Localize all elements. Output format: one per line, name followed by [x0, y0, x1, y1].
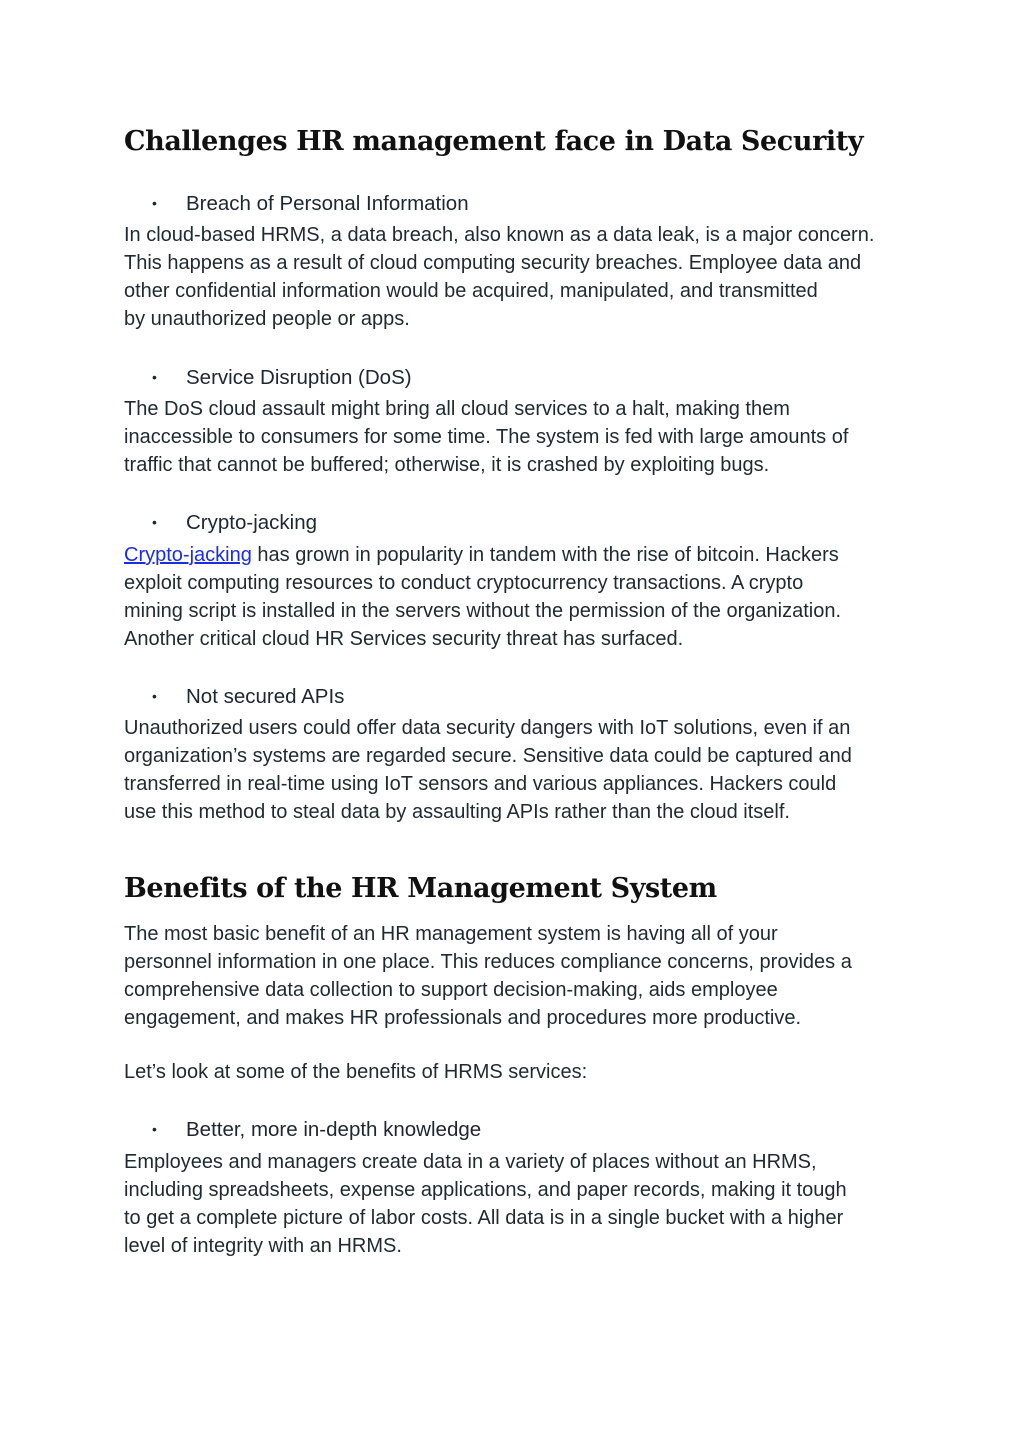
bullet-dot-icon: • — [152, 514, 157, 530]
benefits-heading: Benefits of the HR Management System — [124, 873, 717, 904]
bullet-better-knowledge — [152, 1115, 481, 1144]
text-line: This happens as a result of cloud computing security breaches. Employee data and — [124, 252, 862, 274]
text-line: The most basic benefit of an HR management system is having all of your — [124, 923, 778, 945]
crypto-jacking-link[interactable]: Crypto-jacking — [124, 544, 252, 566]
paragraph-breach — [124, 221, 924, 333]
text-line: other confidential information would be acquired, manipulated, and transmitted — [124, 280, 818, 302]
bullet-dot-icon: • — [152, 369, 157, 385]
text-line: exploit computing resources to conduct cryptocurrency transactions. A crypto — [124, 572, 804, 594]
text-line: transferred in real-time using IoT sensors and various appliances. Hackers could — [124, 773, 837, 795]
text-line: by unauthorized people or apps. — [124, 308, 410, 330]
text-line: level of integrity with an HRMS. — [124, 1235, 402, 1257]
bullet-title: Not secured APIs — [186, 685, 345, 708]
text-line: use this method to steal data by assaulting APIs rather than the cloud itself. — [124, 801, 790, 823]
text-line: Employees and managers create data in a variety of places without an HRMS, — [124, 1151, 817, 1173]
bullet-crypto-jacking — [152, 508, 317, 537]
bullet-breach-of-personal-information — [152, 189, 469, 218]
text-line: Let’s look at some of the benefits of HRMS services: — [124, 1061, 588, 1083]
text-line: to get a complete picture of labor costs. All data is in a single bucket with a higher — [124, 1207, 844, 1229]
text-line: Another critical cloud HR Services security threat has surfaced. — [124, 628, 684, 650]
text-line: personnel information in one place. This reduces compliance concerns, provides a — [124, 951, 852, 973]
paragraph-crypto — [124, 541, 924, 653]
text-line: engagement, and makes HR professionals and procedures more productive. — [124, 1007, 802, 1029]
text-line: In cloud-based HRMS, a data breach, also known as a data leak, is a major concern. — [124, 224, 875, 246]
paragraph-dos — [124, 395, 924, 479]
text-fragment: has grown in popularity in tandem with the rise of bitcoin. Hackers — [251, 544, 839, 566]
bullet-dot-icon: • — [152, 195, 157, 211]
text-line — [124, 541, 924, 569]
paragraph-benefits-intro — [124, 920, 924, 1032]
paragraph-better-knowledge — [124, 1148, 924, 1260]
text-line: including spreadsheets, expense applications, and paper records, making it tough — [124, 1179, 847, 1201]
bullet-title: Better, more in-depth knowledge — [186, 1118, 482, 1141]
text-line: comprehensive data collection to support decision-making, aids employee — [124, 979, 778, 1001]
bullet-not-secured-apis — [152, 682, 344, 711]
bullet-title: Crypto-jacking — [186, 511, 318, 534]
text-line: mining script is installed in the servers without the permission of the organization. — [124, 600, 842, 622]
bullet-dot-icon: • — [152, 1121, 157, 1137]
bullet-title: Service Disruption (DoS) — [186, 366, 412, 389]
bullet-dot-icon: • — [152, 688, 157, 704]
text-line: traffic that cannot be buffered; otherwise, it is crashed by exploiting bugs. — [124, 454, 770, 476]
text-line: inaccessible to consumers for some time. The system is fed with large amounts of — [124, 426, 849, 448]
paragraph-lead-in — [124, 1058, 924, 1086]
text-line: The DoS cloud assault might bring all cloud services to a halt, making them — [124, 398, 790, 420]
bullet-service-disruption — [152, 363, 412, 392]
text-line: organization’s systems are regarded secure. Sensitive data could be captured and — [124, 745, 852, 767]
challenges-heading: Challenges HR management face in Data Security — [124, 126, 864, 157]
text-line: Unauthorized users could offer data security dangers with IoT solutions, even if an — [124, 717, 851, 739]
paragraph-apis — [124, 714, 924, 826]
bullet-title: Breach of Personal Information — [186, 192, 469, 215]
